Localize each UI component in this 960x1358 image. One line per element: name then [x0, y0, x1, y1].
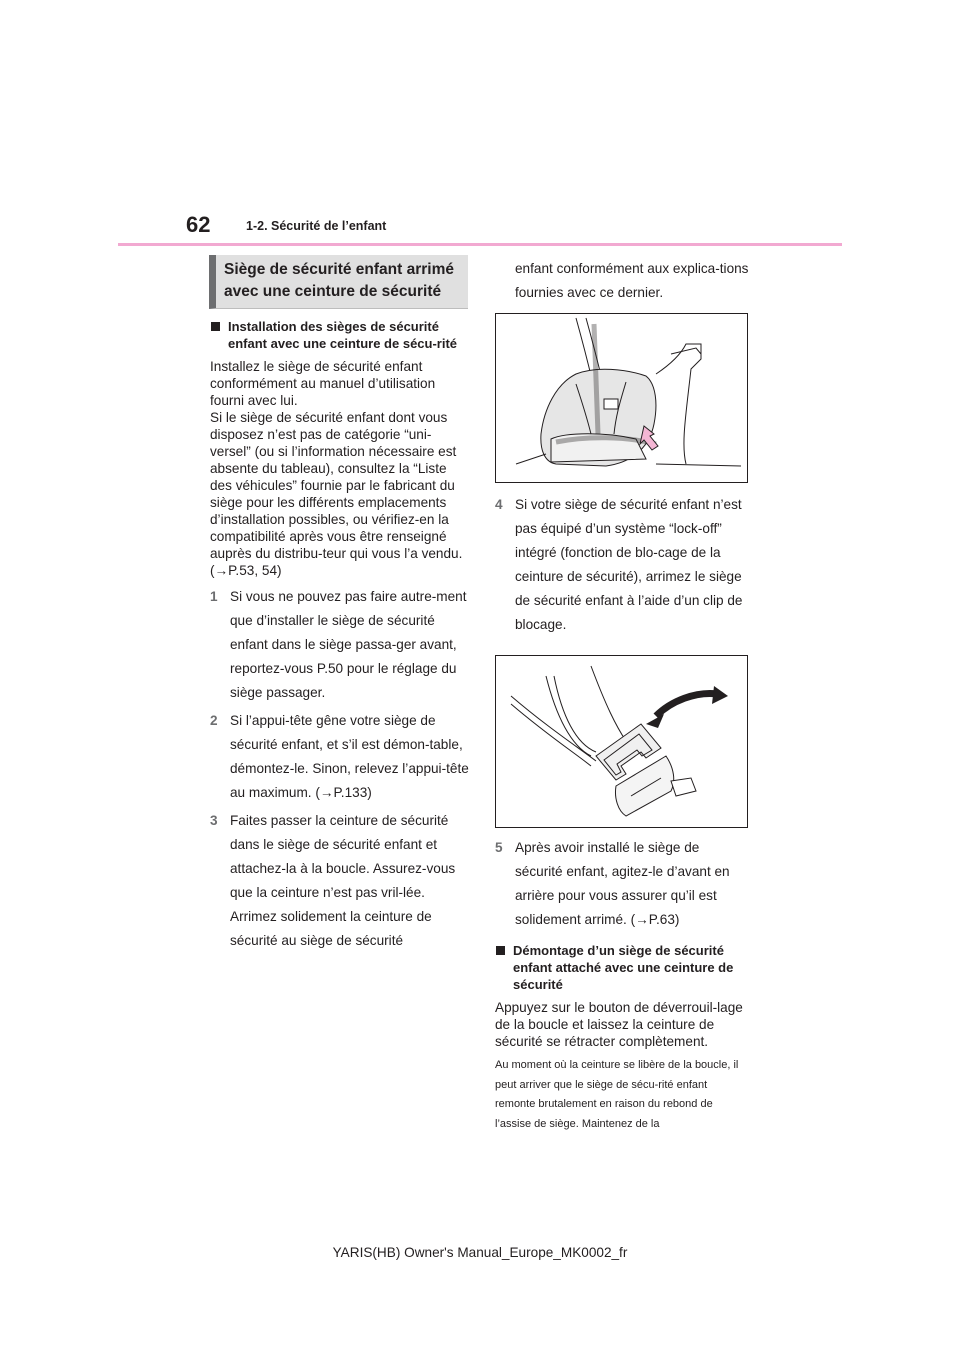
step-text: Faites passer la ceinture de sécurité dans le siège de sécurité enfant et attachez-la à la boucle. Assurez-vous que la ceinture n’est pas vril-lée. Arrimez solidement la ceinture de sécurité au siège de sécurité [230, 813, 456, 948]
footer-manual-id: YARIS(HB) Owner's Manual_Europe_MK0002_fr [332, 1245, 628, 1260]
step-number: 1 [210, 589, 218, 604]
removal-note: Au moment où la ceinture se libère de la boucle, il peut arriver que le siège de sécu-rité enfant remonte brutalement en raison du rebond de l’assise de siège. Maintenez de la [495, 1059, 739, 1130]
installation-title: Installation des sièges de sécurité enfant avec une ceinture de sécu-rité [228, 319, 458, 351]
step-2 [210, 709, 470, 805]
locking-clip-illustration [495, 655, 748, 828]
step-text: enfant conformément aux explica-tions fournies avec ce dernier. [515, 261, 749, 300]
step-3 [210, 809, 470, 953]
section-heading: Siège de sécurité enfant arrimé avec une ceinture de sécurité [209, 255, 468, 309]
locking-clip-drawing [496, 656, 747, 827]
step-4 [495, 493, 750, 637]
step-5 [495, 836, 750, 932]
left-column [210, 318, 470, 957]
step-list [210, 585, 470, 953]
step-number: 5 [495, 840, 503, 855]
step-number: 2 [210, 713, 218, 728]
removal-subheading [495, 942, 750, 993]
installation-intro: Installez le siège de sécurité enfant conformément au manuel d’utilisation fourni avec lui. [210, 359, 436, 408]
step-text: Si votre siège de sécurité enfant n’est pas équipé d’un système “lock-off” intégré (fonction de blo-cage de la ceinture de sécurité), arrimez le siège de sécurité enfant à l’aide d’un clip de blocage. [515, 497, 743, 632]
step-number: 3 [210, 813, 218, 828]
child-seat-drawing [496, 314, 747, 482]
step-text: Si l’appui-tête gêne votre siège de sécurité enfant, et s’il est démon-table, démontez-le. Sinon, relevez l’appui-tête au maximum. (→P.133) [230, 713, 469, 800]
page-number: 62 [186, 212, 211, 237]
removal-title: Démontage d’un siège de sécurité enfant attaché avec une ceinture de sécurité [513, 943, 734, 992]
step-text: Si vous ne pouvez pas faire autre-ment que d’installer le siège de sécurité enfant dans le siège passa-ger avant, reportez-vous P.50 pour le réglage du siège passager. [230, 589, 467, 700]
removal-text: Appuyez sur le bouton de déverrouil-lage de la boucle et laissez la ceinture de sécurité se rétracter complètement. [495, 1000, 743, 1049]
step-3-continued [495, 257, 750, 305]
installation-detail: Si le siège de sécurité enfant dont vous disposez n’est pas de catégorie “uni-versel” (ou si l’information nécessaire est absente du tableau), consultez la “Liste des véhicules” fournie par le fabricant du siège pour les différents emplacements d’installation possibles, ou vérifiez-en la compatibilité après vous être renseigné auprès du distribu-teur qui vous l’a vendu. (→P.53, 54) [210, 410, 463, 578]
square-bullet-icon [496, 946, 505, 955]
section-title: 1-2. Sécurité de l’enfant [246, 219, 387, 233]
square-bullet-icon [211, 322, 220, 331]
installation-subheading [210, 318, 470, 352]
step-text: Après avoir installé le siège de sécurité enfant, agitez-le d’avant en arrière pour vous assurer qu’il est solidement arrimé. (→P.63) [515, 840, 730, 927]
right-column [495, 257, 750, 1134]
step-1 [210, 585, 470, 705]
child-seat-illustration [495, 313, 748, 483]
header-divider [118, 243, 842, 246]
step-number: 4 [495, 497, 503, 512]
